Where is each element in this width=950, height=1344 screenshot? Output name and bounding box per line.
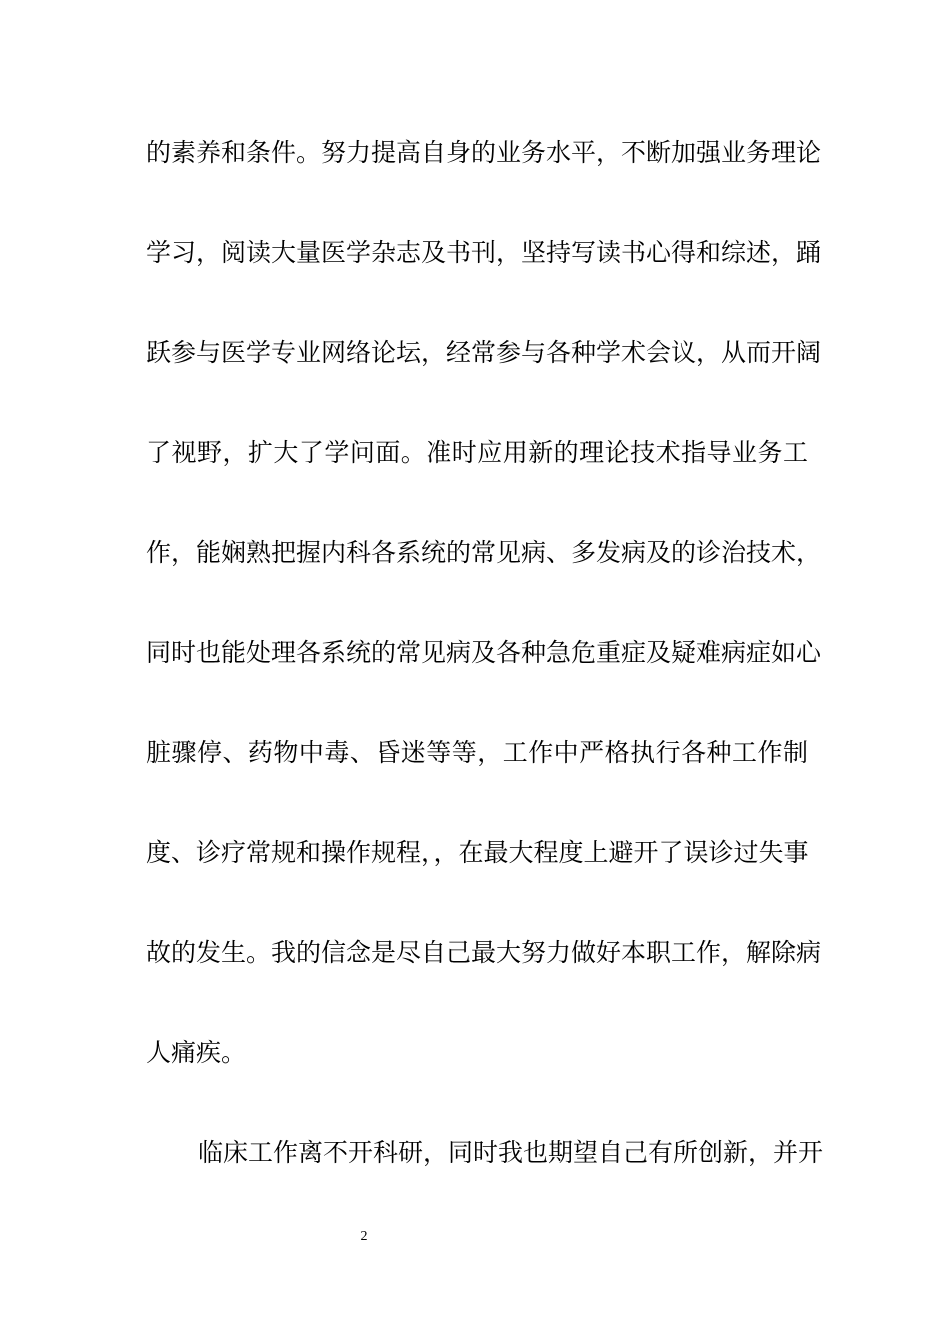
paragraph-line-2: 学习，阅读大量医学杂志及书刊，坚持写读书心得和综述，踊 <box>146 238 822 267</box>
paragraph-line-4: 了视野，扩大了学问面。准时应用新的理论技术指导业务工 <box>146 438 808 467</box>
paragraph-line-11: 临床工作离不开科研，同时我也期望自己有所创新，并开 <box>198 1138 824 1167</box>
paragraph-line-7: 脏骤停、药物中毒、昏迷等等，工作中严格执行各种工作制 <box>146 738 808 767</box>
paragraph-line-5: 作，能娴熟把握内科各系统的常见病、多发病及的诊治技术， <box>146 538 822 567</box>
paragraph-line-1: 的素养和条件。努力提高自身的业务水平，不断加强业务理论 <box>146 138 822 167</box>
paragraph-line-10: 人痛疾。 <box>146 1038 247 1067</box>
paragraph-line-3: 跃参与医学专业网络论坛，经常参与各种学术会议，从而开阔 <box>146 338 822 367</box>
paragraph-line-8: 度、诊疗常规和操作规程，，在最大程度上避开了误诊过失事 <box>146 838 809 867</box>
paragraph-line-6: 同时也能处理各系统的常见病及各种急危重症及疑难病症如心 <box>146 638 822 667</box>
paragraph-line-9: 故的发生。我的信念是尽自己最大努力做好本职工作，解除病 <box>146 938 822 967</box>
page-number: 2 <box>360 1229 368 1244</box>
